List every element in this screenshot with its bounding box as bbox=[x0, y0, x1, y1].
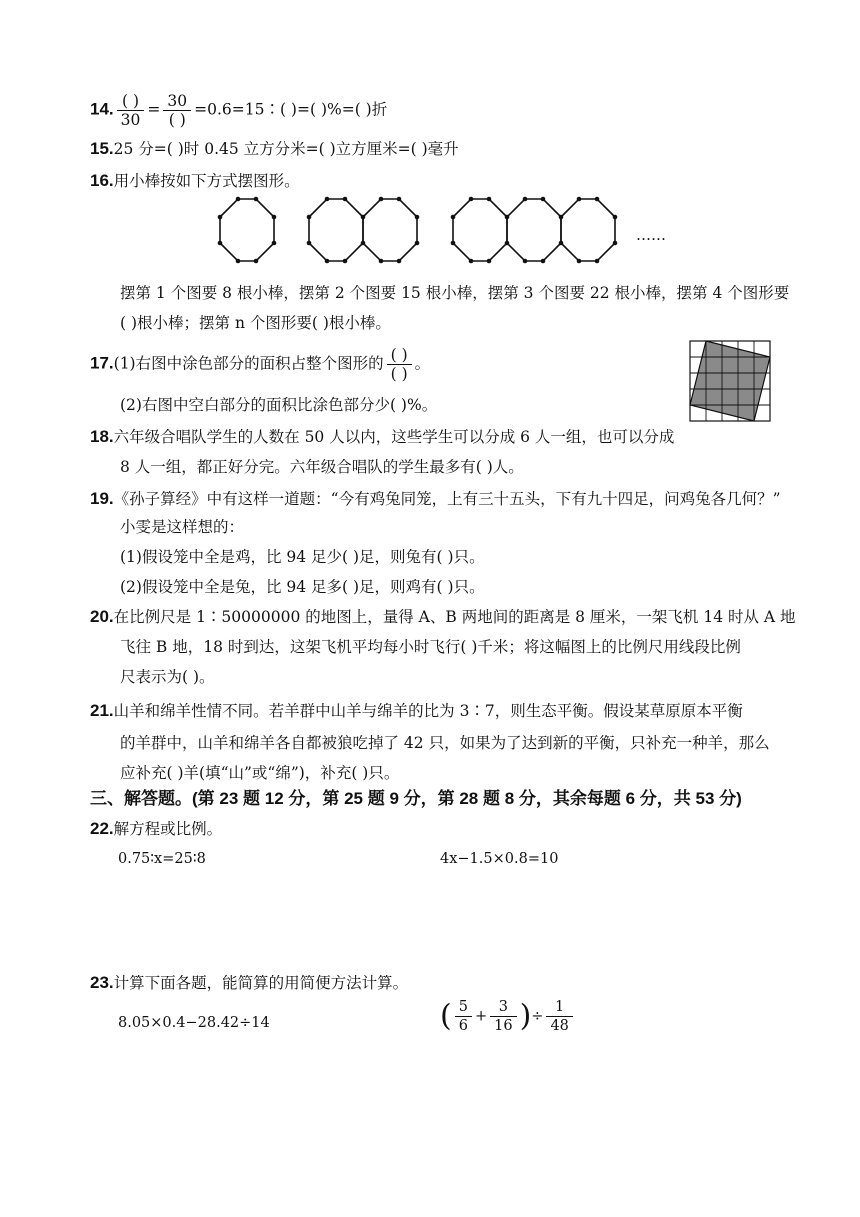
octagon-3b bbox=[507, 199, 561, 261]
question-18: 18.六年级合唱队学生的人数在 50 人以内，这些学生可以分成 6 人一组，也可以分成 bbox=[90, 427, 675, 446]
q17-part2: (2)右图中空白部分的面积比涂色部分少( )%。 bbox=[120, 396, 438, 414]
q14-rest: =0.6=15∶( )=( )%=( )折 bbox=[194, 100, 388, 119]
equation-1: 0.75∶x=25∶8 bbox=[118, 851, 206, 867]
question-17: 17.(1)右图中涂色部分的面积占整个图形的 $\frac{( )}{( )}$ 。 bbox=[90, 346, 431, 383]
octagon-3a bbox=[453, 199, 507, 261]
octagon-3c bbox=[561, 199, 615, 261]
q21-line2: 的羊群中，山羊和绵羊各自都被狼吃掉了 42 只，如果为了达到新的平衡，只补充一种羊，那么 bbox=[120, 734, 770, 752]
q18-line2: 8 人一组，都正好分完。六年级合唱队的学生最多有( )人。 bbox=[120, 458, 524, 476]
section-3-heading: 三、解答题。(第 23 题 12 分，第 25 题 9 分，第 28 题 8 分，其余每题 6 分，共 53 分) bbox=[90, 789, 742, 808]
question-19: 19.《孙子算经》中有这样一道题：“今有鸡兔同笼，上有三十五头，下有九十四足，问鸡兔各几何？” bbox=[90, 489, 781, 508]
fraction-30-over-blank: $\frac{30}{( )}$ bbox=[163, 92, 191, 129]
q16-line2: ( )根小棒；摆第 n 个图形要( )根小棒。 bbox=[120, 314, 391, 332]
q16-line1: 摆第 1 个图要 8 根小棒，摆第 2 个图要 15 根小棒，摆第 3 个图要 22 根小棒，摆第 4 个图形要 bbox=[120, 284, 790, 302]
question-22: 22.解方程或比例。 bbox=[90, 819, 223, 838]
question-20: 20.在比例尺是 1∶50000000 的地图上，量得 A、B 两地间的距离是 8 厘米，一架飞机 14 时从 A 地 bbox=[90, 607, 796, 626]
fraction-blank-over-30: $\frac{( )}{30}$ bbox=[117, 92, 145, 129]
grid-square-figure bbox=[689, 340, 773, 424]
octagon-2a bbox=[309, 199, 363, 261]
q19-line4: (2)假设笼中全是兔，比 94 足多( )足，则鸡有( )只。 bbox=[120, 578, 485, 596]
question-23: 23.计算下面各题，能简算的用简便方法计算。 bbox=[90, 973, 409, 992]
equation-2: 4x−1.5×0.8=10 bbox=[440, 851, 559, 867]
q21-line3: 应补充( )羊(填“山”或“绵”)，补充( )只。 bbox=[120, 764, 400, 782]
octagon-2b bbox=[363, 199, 417, 261]
q20-line2: 飞往 B 地，18 时到达，这架飞机平均每小时飞行( )千米；将这幅图上的比例尺用线段比例 bbox=[120, 638, 741, 656]
octagon-1 bbox=[220, 199, 274, 261]
expression-2: ( $\frac{5}{6}$ + $\frac{3}{16}$ )÷ $\frac{1}{48}$ bbox=[440, 998, 576, 1035]
question-21: 21.山羊和绵羊性情不同。若羊群中山羊与绵羊的比为 3∶7，则生态平衡。假设某草原原本平衡 bbox=[90, 701, 743, 720]
question-16: 16.用小棒按如下方式摆图形。 bbox=[90, 171, 300, 190]
question-number: 14. bbox=[90, 99, 114, 119]
q19-line2: 小雯是这样想的： bbox=[120, 518, 245, 536]
ellipsis: …… bbox=[636, 226, 666, 244]
q20-line3: 尺表示为( )。 bbox=[120, 668, 215, 686]
octagon-stick-figures bbox=[210, 190, 690, 270]
question-15: 15.25 分=( )时 0.45 立方分米=( )立方厘米=( )毫升 bbox=[90, 139, 459, 158]
expression-1: 8.05×0.4−28.42÷14 bbox=[118, 1015, 270, 1031]
question-14: 14. $\frac{( )}{30}$ = $\frac{30}{( )}$ =0.6=15∶( )=( )%=( )折 bbox=[90, 92, 388, 129]
fraction-blank: $\frac{( )}{( )}$ bbox=[387, 346, 412, 383]
q19-line3: (1)假设笼中全是鸡，比 94 足少( )足，则兔有( )只。 bbox=[120, 548, 485, 566]
